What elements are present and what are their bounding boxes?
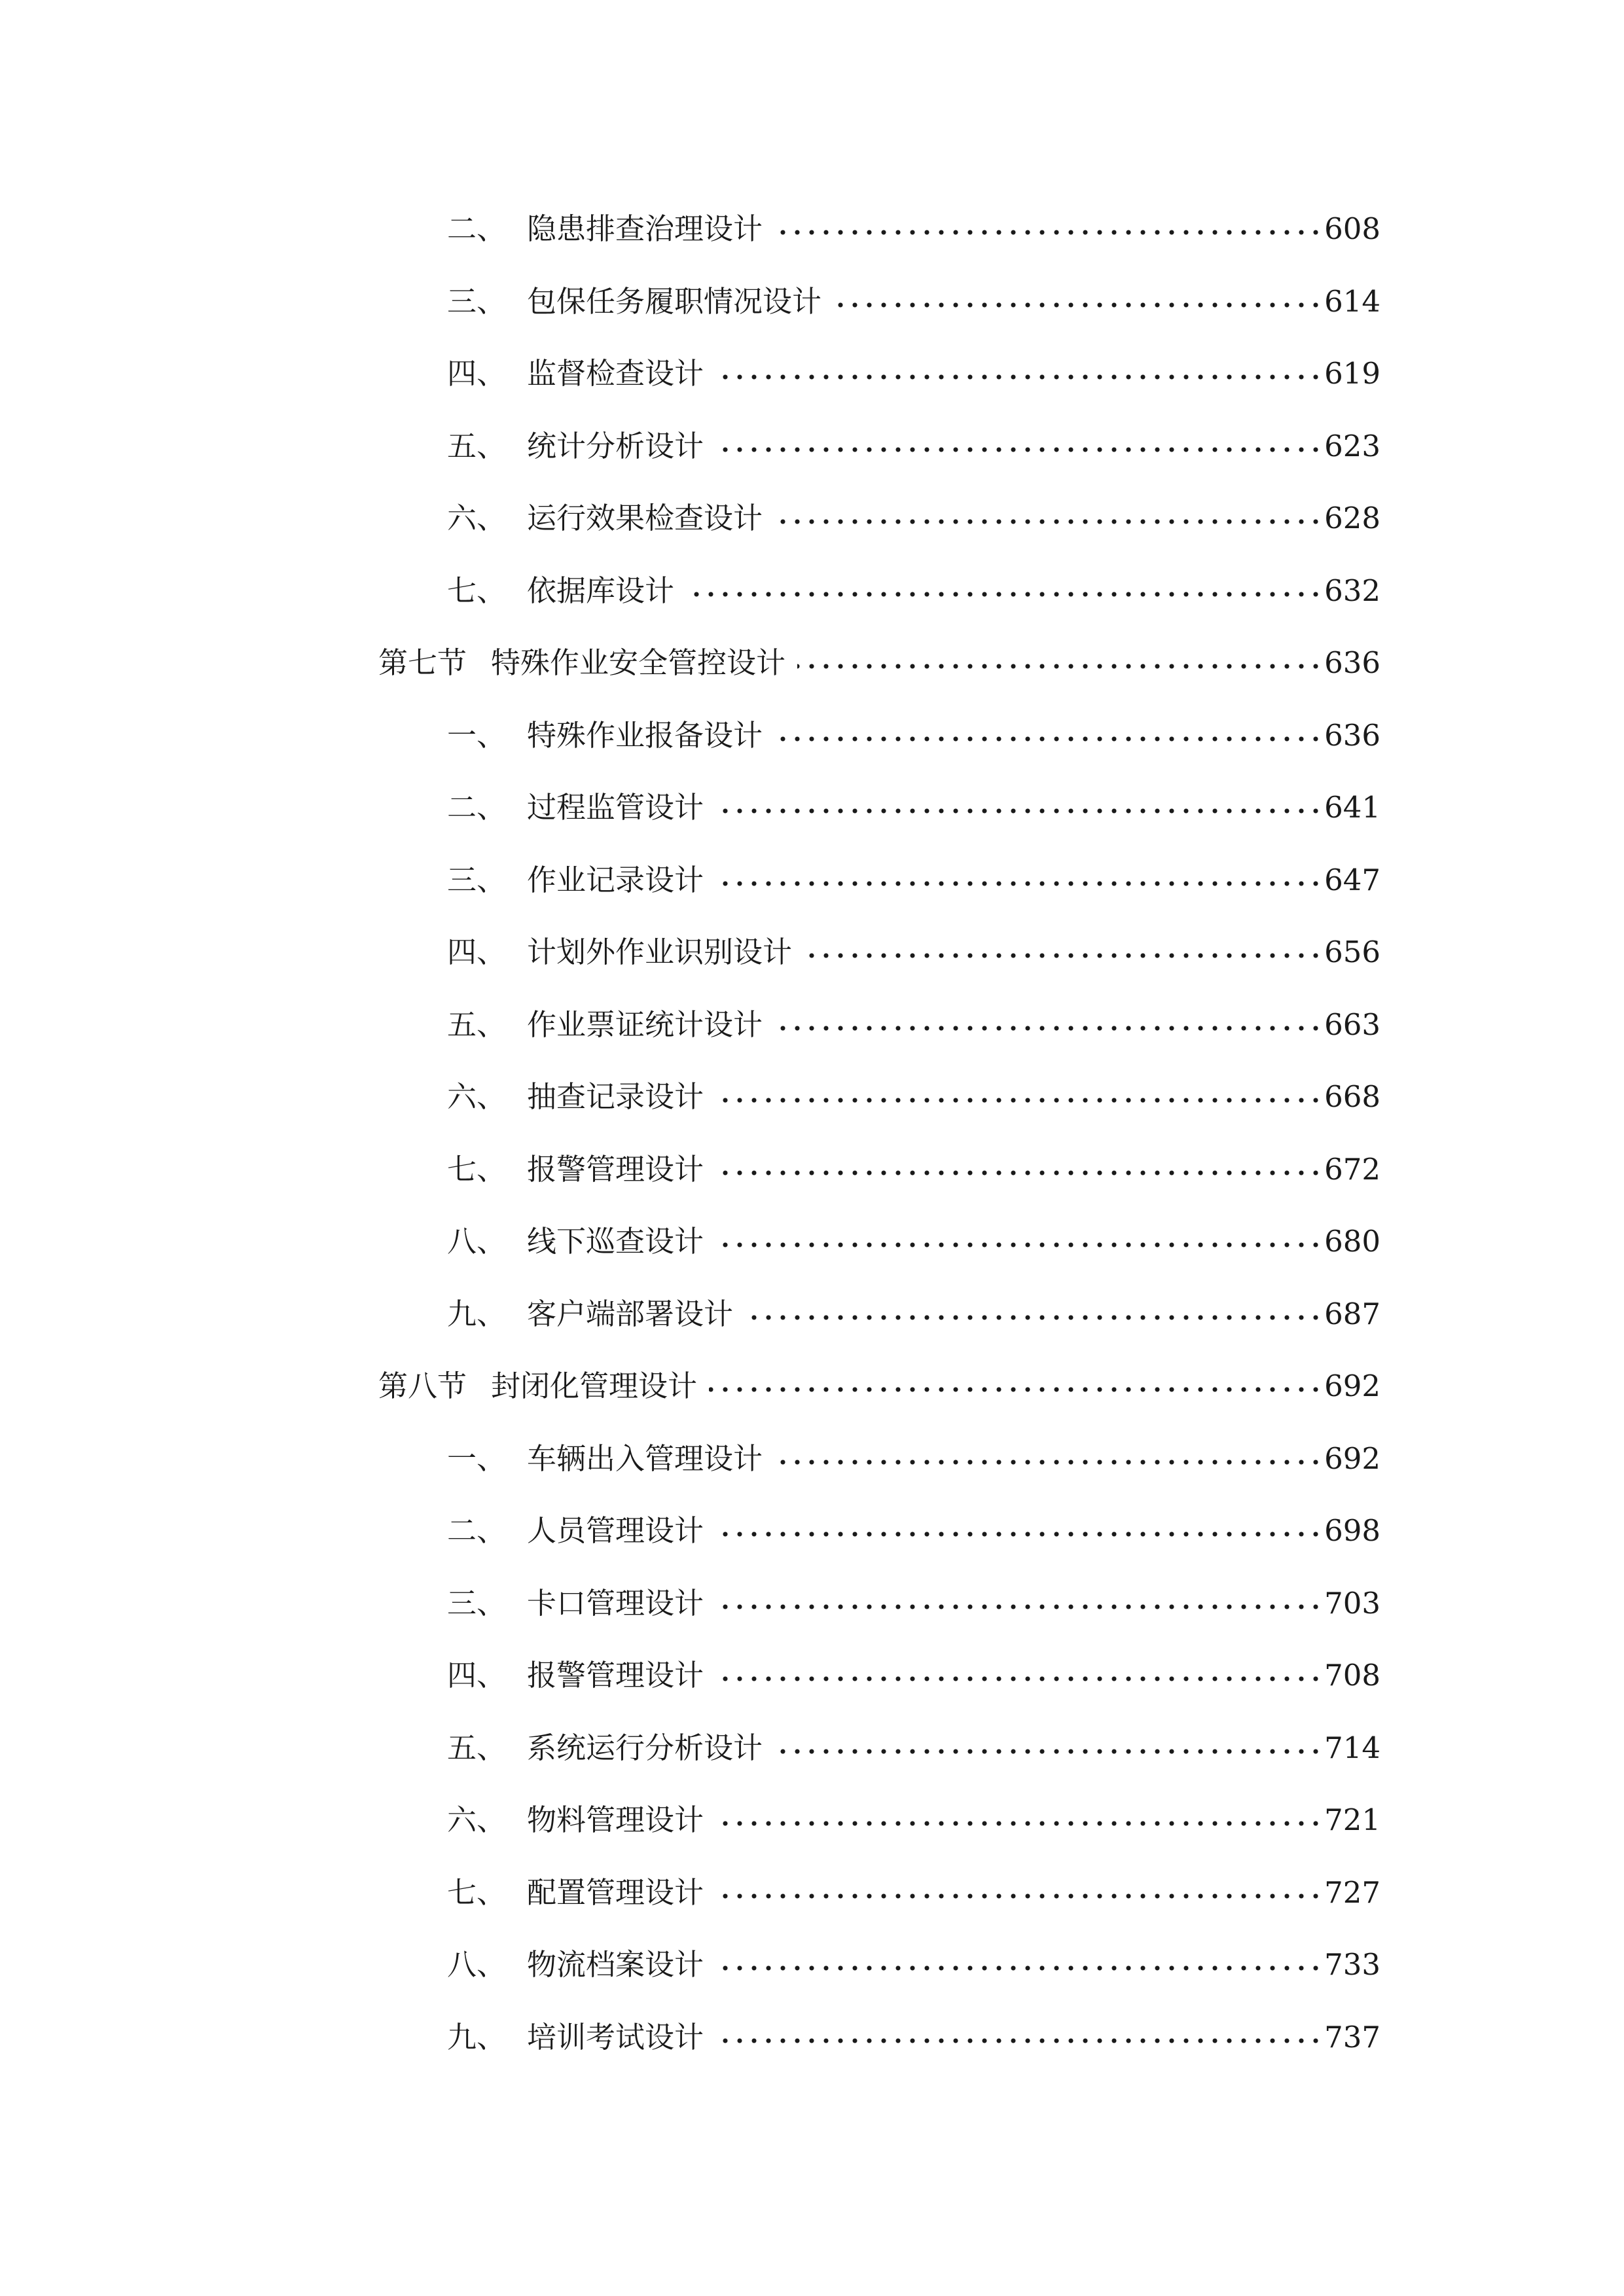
toc-entry-page-number: 636 [1324,718,1380,753]
toc-entry-page-number: 721 [1324,1803,1380,1837]
toc-entry-number: 七、 [447,1152,507,1187]
toc-entry-title: 监督检查设计 [527,356,704,391]
toc-entry-page-number: 647 [1324,863,1380,897]
toc-subsection-entry[interactable] [0,1719,1624,1778]
toc-entry-number: 九、 [447,2020,507,2054]
toc-subsection-entry[interactable] [0,996,1624,1054]
toc-entry-page-number: 628 [1324,501,1380,535]
toc-entry-page-number: 692 [1324,1441,1380,1476]
toc-dot-leader [715,1962,1323,1975]
toc-dot-leader [715,804,1323,817]
toc-entry-page-number: 663 [1324,1007,1380,1042]
toc-entry-number: 九、 [447,1297,507,1331]
toc-dot-leader [715,443,1323,456]
toc-entry-number: 五、 [447,429,507,463]
toc-entry-number: 六、 [447,1803,507,1837]
toc-dot-leader [774,226,1323,239]
toc-entry-title: 依据库设计 [527,573,675,608]
toc-entry-number: 第八节 [378,1369,467,1403]
toc-subsection-entry[interactable] [0,851,1624,910]
toc-entry-page-number: 632 [1324,573,1380,608]
toc-entry-page-number: 623 [1324,429,1380,463]
toc-entry-page-number: 641 [1324,790,1380,825]
toc-dot-leader [715,1600,1323,1613]
toc-dot-leader [774,732,1323,745]
toc-dot-leader [709,1383,1323,1396]
toc-dot-leader [745,1311,1323,1324]
toc-entry-title: 作业记录设计 [527,863,704,897]
toc-subsection-entry[interactable] [0,1574,1624,1633]
toc-dot-leader [833,298,1323,312]
toc-entry-number: 四、 [447,1658,507,1693]
toc-entry-number: 二、 [447,211,507,246]
toc-subsection-entry[interactable] [0,778,1624,837]
toc-entry-number: 八、 [447,1947,507,1982]
toc-entry-page-number: 733 [1324,1947,1380,1982]
toc-entry-title: 卡口管理设计 [527,1586,704,1621]
toc-entry-page-number: 698 [1324,1513,1380,1548]
toc-entry-number: 二、 [447,1513,507,1548]
toc-entry-title: 车辆出入管理设计 [527,1441,763,1476]
toc-entry-page-number: 692 [1324,1369,1380,1403]
toc-entry-title: 系统运行分析设计 [527,1731,763,1765]
toc-entry-title: 运行效果检查设计 [527,501,763,535]
toc-entry-number: 第七节 [378,645,467,680]
toc-entry-page-number: 727 [1324,1875,1380,1910]
toc-entry-page-number: 680 [1324,1224,1380,1259]
toc-entry-title: 物料管理设计 [527,1803,704,1837]
toc-subsection-entry[interactable] [0,489,1624,548]
toc-subsection-entry[interactable] [0,200,1624,259]
toc-entry-page-number: 636 [1324,645,1380,680]
toc-entry-title: 作业票证统计设计 [527,1007,763,1042]
toc-subsection-entry[interactable] [0,272,1624,331]
toc-entry-title: 配置管理设计 [527,1875,704,1910]
toc-entry-page-number: 703 [1324,1586,1380,1621]
toc-entry-title: 计划外作业识别设计 [527,935,793,969]
toc-entry-title: 特殊作业报备设计 [527,718,763,753]
toc-entry-number: 四、 [447,935,507,969]
toc-entry-number: 一、 [447,1441,507,1476]
toc-entry-number: 四、 [447,356,507,391]
toc-entry-page-number: 619 [1324,356,1380,391]
toc-subsection-entry[interactable] [0,923,1624,982]
toc-subsection-entry[interactable] [0,1067,1624,1126]
toc-entry-number: 六、 [447,1079,507,1114]
toc-subsection-entry[interactable] [0,2008,1624,2067]
toc-section-entry[interactable] [0,1357,1624,1416]
toc-entry-number: 七、 [447,573,507,608]
toc-subsection-entry[interactable] [0,1935,1624,1994]
toc-entry-title: 报警管理设计 [527,1658,704,1693]
toc-entry-page-number: 656 [1324,935,1380,969]
toc-dot-leader [774,1022,1323,1035]
toc-dot-leader [774,515,1323,528]
toc-entry-number: 七、 [447,1875,507,1910]
toc-entry-number: 五、 [447,1007,507,1042]
toc-dot-leader [715,1094,1323,1107]
toc-subsection-entry[interactable] [0,1863,1624,1922]
toc-dot-leader [797,660,1323,673]
toc-entry-title: 报警管理设计 [527,1152,704,1187]
toc-dot-leader [774,1745,1323,1758]
toc-entry-title: 客户端部署设计 [527,1297,734,1331]
toc-entry-title: 培训考试设计 [527,2020,704,2054]
toc-entry-page-number: 708 [1324,1658,1380,1693]
toc-entry-title: 包保任务履职情况设计 [527,284,822,319]
toc-entry-number: 三、 [447,1586,507,1621]
toc-entry-title: 隐患排查治理设计 [527,211,763,246]
toc-subsection-entry[interactable] [0,1646,1624,1705]
toc-entry-title: 线下巡查设计 [527,1224,704,1259]
toc-entry-title: 过程监管设计 [527,790,704,825]
toc-entry-number: 六、 [447,501,507,535]
toc-entry-page-number: 687 [1324,1297,1380,1331]
toc-entry-page-number: 672 [1324,1152,1380,1187]
toc-entry-number: 二、 [447,790,507,825]
toc-dot-leader [715,1672,1323,1685]
toc-section-entry[interactable] [0,634,1624,692]
toc-subsection-entry[interactable] [0,1429,1624,1488]
toc-entry-page-number: 614 [1324,284,1380,319]
toc-entry-page-number: 668 [1324,1079,1380,1114]
toc-dot-leader [715,1238,1323,1251]
toc-dot-leader [715,1817,1323,1830]
toc-dot-leader [686,588,1323,601]
toc-subsection-entry[interactable] [0,417,1624,476]
toc-subsection-entry[interactable] [0,1140,1624,1199]
toc-dot-leader [715,1528,1323,1541]
toc-entry-page-number: 608 [1324,211,1380,246]
toc-entry-title: 物流档案设计 [527,1947,704,1982]
toc-dot-leader [715,1890,1323,1903]
toc-subsection-entry[interactable] [0,562,1624,620]
toc-dot-leader [715,877,1323,890]
toc-entry-page-number: 714 [1324,1731,1380,1765]
toc-entry-number: 八、 [447,1224,507,1259]
toc-subsection-entry[interactable] [0,344,1624,403]
toc-dot-leader [715,2034,1323,2047]
toc-entry-title: 封闭化管理设计 [491,1369,698,1403]
toc-entry-number: 三、 [447,284,507,319]
toc-entry-title: 特殊作业安全管控设计 [491,645,786,680]
toc-entry-page-number: 737 [1324,2020,1380,2054]
toc-entry-title: 抽查记录设计 [527,1079,704,1114]
toc-entry-title: 统计分析设计 [527,429,704,463]
toc-subsection-entry[interactable] [0,1501,1624,1560]
toc-entry-number: 一、 [447,718,507,753]
toc-dot-leader [715,1166,1323,1179]
toc-dot-leader [804,949,1323,962]
toc-entry-number: 五、 [447,1731,507,1765]
toc-subsection-entry[interactable] [0,1791,1624,1850]
toc-subsection-entry[interactable] [0,706,1624,765]
toc-dot-leader [774,1456,1323,1469]
toc-entry-number: 三、 [447,863,507,897]
toc-subsection-entry[interactable] [0,1212,1624,1271]
toc-dot-leader [715,370,1323,384]
toc-subsection-entry[interactable] [0,1285,1624,1344]
toc-entry-title: 人员管理设计 [527,1513,704,1548]
